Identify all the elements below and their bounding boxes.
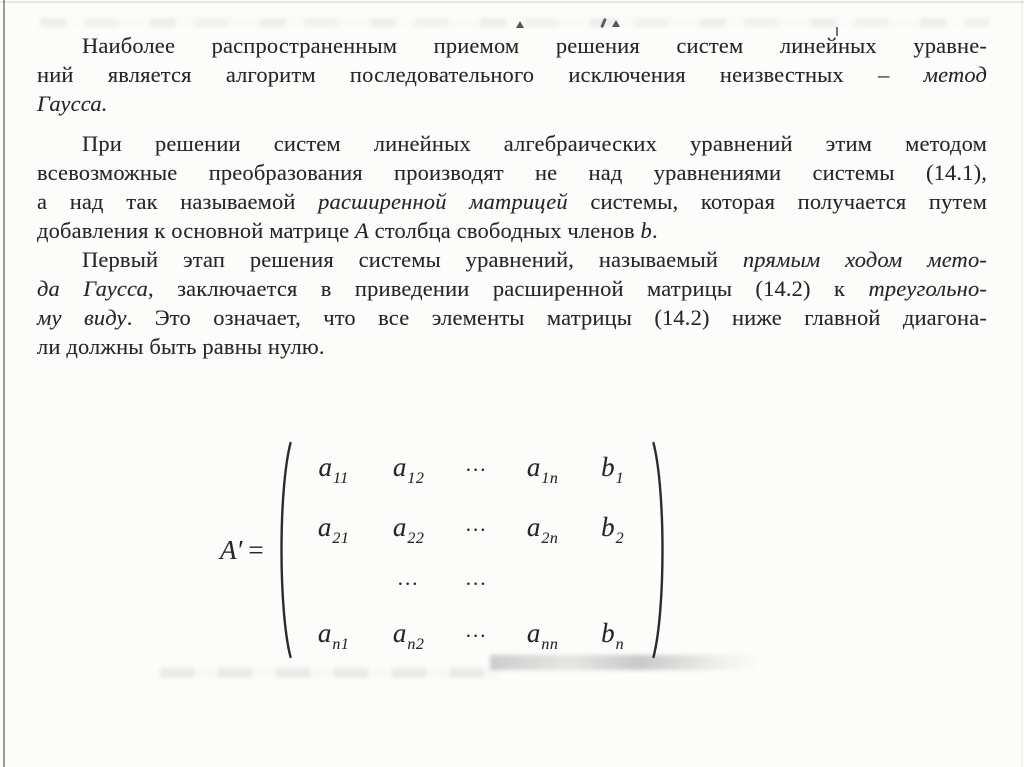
matrix-cell: an2 <box>392 617 425 653</box>
matrix-cell: ann <box>526 617 559 653</box>
scan-border-left <box>3 0 5 767</box>
matrix-cell: ... <box>465 511 488 536</box>
text-segment: При решении систем линейных алгебраических уравнений этим методом <box>82 131 987 156</box>
matrix-cell: ... <box>465 617 488 642</box>
text-line <box>37 129 987 158</box>
matrix-cell: a22 <box>392 511 425 547</box>
matrix-formula <box>220 436 670 664</box>
matrix-cell: a12 <box>392 451 425 487</box>
text-line <box>37 187 987 216</box>
italic-text-segment: Гаусса. <box>37 91 108 116</box>
scan-ghost-text <box>160 668 500 678</box>
paragraph <box>37 245 987 361</box>
italic-text-segment: да Гаусса <box>37 276 148 301</box>
text-line <box>37 31 987 60</box>
right-parenthesis-icon <box>650 438 670 662</box>
italic-text-segment: метод <box>923 62 987 87</box>
text-line <box>37 245 987 274</box>
matrix-cell: a1n <box>526 451 559 487</box>
text-segment: добавления к основной матрице <box>37 218 355 243</box>
text-line <box>37 303 987 332</box>
italic-text-segment: прямым ходом мето- <box>742 247 988 272</box>
text-segment: Первый этап решения системы уравнений, называемый <box>82 247 743 272</box>
text-line <box>37 158 987 187</box>
italic-text-segment: му виду <box>37 305 127 330</box>
matrix-cell: ... <box>465 565 488 590</box>
matrix-variable-name: A′ <box>220 534 243 565</box>
text-segment: системы, которая получается путем <box>567 189 987 214</box>
text-line <box>37 274 987 303</box>
text-line <box>37 60 987 89</box>
text-segment: всевозможные преобразования производят не над уравнениями системы (14.1), <box>37 160 987 185</box>
text-segment: ний является алгоритм последовательного исключения неизвестных – <box>37 62 924 87</box>
matrix-cell: a11 <box>318 451 349 487</box>
body-text <box>37 31 987 361</box>
text-segment: столбца свободных членов <box>368 218 641 243</box>
paragraph <box>37 129 987 245</box>
text-line <box>37 216 987 245</box>
matrix-grid <box>296 438 648 662</box>
italic-text-segment: A <box>355 218 369 243</box>
matrix-cell: an1 <box>317 617 350 653</box>
paragraph <box>37 31 987 118</box>
left-parenthesis-icon <box>274 438 294 662</box>
text-segment: , заключается в приведении расширенной матрицы (14.2) к <box>148 276 869 301</box>
italic-text-segment: b <box>640 218 652 243</box>
text-segment: а над так называемой <box>37 189 319 214</box>
italic-text-segment: треугольно- <box>868 276 987 301</box>
scan-border-right <box>1021 0 1023 767</box>
equals-sign: = <box>248 534 264 565</box>
matrix-cell: bn <box>601 617 625 653</box>
italic-text-segment: расширенной матрицей <box>318 189 568 214</box>
text-segment: Наиболее распространенным приемом решения систем линейных уравне- <box>82 33 987 58</box>
text-segment: . <box>651 218 658 243</box>
text-line <box>37 332 987 361</box>
text-segment: . Это означает, что все элементы матрицы (14.2) ниже главной диагона- <box>126 305 987 330</box>
matrix-cell: a21 <box>317 511 350 547</box>
text-line <box>37 89 987 118</box>
matrix-cell: ... <box>465 451 488 476</box>
matrix-cell: ... <box>397 565 420 590</box>
matrix-cell: b1 <box>601 451 625 487</box>
matrix-cell: b2 <box>601 511 625 547</box>
scan-cropped-line-remnant <box>40 18 990 27</box>
matrix-cell: a2n <box>526 511 559 547</box>
matrix-lhs <box>220 535 264 566</box>
text-segment: ли должны быть равны нулю. <box>37 334 325 359</box>
scan-border-top <box>0 1 1024 3</box>
